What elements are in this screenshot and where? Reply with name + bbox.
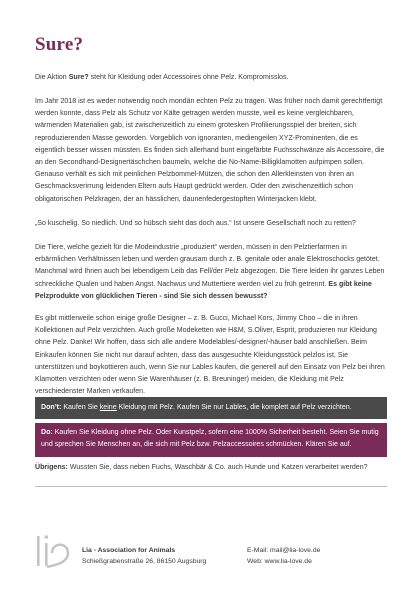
dont-pre: Kaufen Sie	[61, 404, 100, 411]
dont-label: Don’t:	[41, 404, 62, 411]
animals-text: Die Tiere, welche gezielt für die Modeindustrie „produziert“ werden, müssen in den Pelztierfarmen in erbärmlichen Verhältnissen leben und werden grausam durch z. B. genitale oder anale Elektroschocks getötet. Manchmal wird Ihnen auch bei lebendigem Leib das Fell/der Pelz abgezogen. Die Tiere leiden ihr ganzes Leben schreckliche Qualen und haben Angst. Nachwus und Muttertiere werden viel zu früh getrennt.	[35, 244, 385, 288]
footer-email[interactable]: E-Mail: mail@lia-love.de	[247, 547, 321, 554]
designers-paragraph: Es gibt mittlerweile schon einige große Designer – z. B. Gucci, Michael Kors, Jimmy Choo – die in ihren Kollektionen auf Pelz verzichten. Auch große Modeketten wie H&M, S.Oliver, Esprit, produzieren nur Kleidung ohne Pelz. Danke! Wir hoffen, dass sich alle andere Modelables/-designer/-häuser bald anschließen. Beim Einkaufen können Sie nicht nur darauf achten, dass das ausgesuchte Kleidungsstück pelzlos ist, Sie unterstützen und boykottieren auch, wenn Sie nur Lables kaufen, die generell auf den Einsatz von Pelz bei ihren Klamotten verzichten oder wenn Sie Warenhäuser (z. B. Breuninger) meiden, die Kleidung mit Pelz verschiedenster Marken verkaufen.	[35, 315, 385, 396]
footer-address: Schießgrabenstraße 26, 86150 Augsburg	[82, 558, 207, 565]
intro-paragraph	[35, 72, 387, 84]
lia-logo-icon	[35, 529, 71, 573]
intro-brand: Sure?	[68, 74, 89, 81]
footer-web[interactable]: Web: www.lia-love.de	[247, 558, 312, 565]
dont-post: Kleidung mit Pelz. Kaufen Sie nur Lables, die komplett auf Pelz verzichten.	[116, 404, 352, 411]
footer-address-block	[82, 545, 206, 567]
footer-divider	[35, 486, 387, 487]
dont-underlined: keine	[99, 404, 117, 411]
footer-contact-block	[247, 545, 320, 567]
page-title: Sure?	[35, 34, 84, 55]
do-text: Kaufen Sie Kleidung ohne Pelz. Oder Kunstpelz, sofern eine 1000% Sicherheit besteht. Seien Sie mutig und sprechen Sie Menschen an, die sich mit Pelz bzw. Pelzaccessoires schmücken. Klären Sie auf.	[41, 429, 379, 448]
dont-box	[35, 397, 387, 419]
do-box	[35, 423, 387, 457]
note-paragraph	[35, 462, 387, 474]
intro-pre: Die Aktion	[35, 74, 69, 81]
animals-bold-question: Es gibt keine Pelzprodukte von glücklichen Tieren - sind Sie sich dessen bewusst?	[35, 280, 372, 300]
animals-paragraph	[35, 242, 387, 303]
main-paragraph: Im Jahr 2018 ist es weder notwendig noch mondän echten Pelz zu tragen. Was früher noch damit gerechtfertigt werden konnte, dass Pelz als Schutz vor Kälte getragen werden musste, weil es keine vergleichbaren, wärmenden Materialien gab, ist zwischenzeitlich zu einem grotesken Profilierungsspiel der breiten, sich reproduzierenden Masse geworden. Vorgeblich von ignoranten, mediengeilen XYZ-Prominenten, die es eigentlich besser wissen müssten. Es finden sich allerhand bunt eingefärbte Fuchsschwänze als Accessoire, die an den Secondhand-Designertäschchen baumeln, welche die No-Name-Billigklamotten aufpimpen sollen. Genauso verhält es sich mit peinlichen Pelzbommel-Mützen, die schon den Allerkleinsten von ihren an Geschmacksverirrung leidenden Eltern aufs Haupt gedrückt werden. Oder den zwischenzeitlich schon obligatorischen Pelzkragen, der an hässlichen, daunenfedergestopften Winterjacken klebt.	[35, 98, 385, 203]
note-label: Übrigens:	[35, 464, 68, 471]
footer-org-name: Lia - Association for Animals	[82, 547, 176, 554]
quote-paragraph: „So kuschelig. So niedlich. Und so hübsch sieht das doch aus.“ Ist unsere Gesellschaft noch zu retten?	[35, 220, 356, 227]
note-text: Wussten Sie, dass neben Fuchs, Waschbär & Co. auch Hunde und Katzen verarbeitet werden?	[67, 464, 368, 471]
do-label: Do:	[41, 429, 53, 436]
intro-post: steht für Kleidung oder Accessoires ohne Pelz. Kompromisslos.	[88, 74, 289, 81]
